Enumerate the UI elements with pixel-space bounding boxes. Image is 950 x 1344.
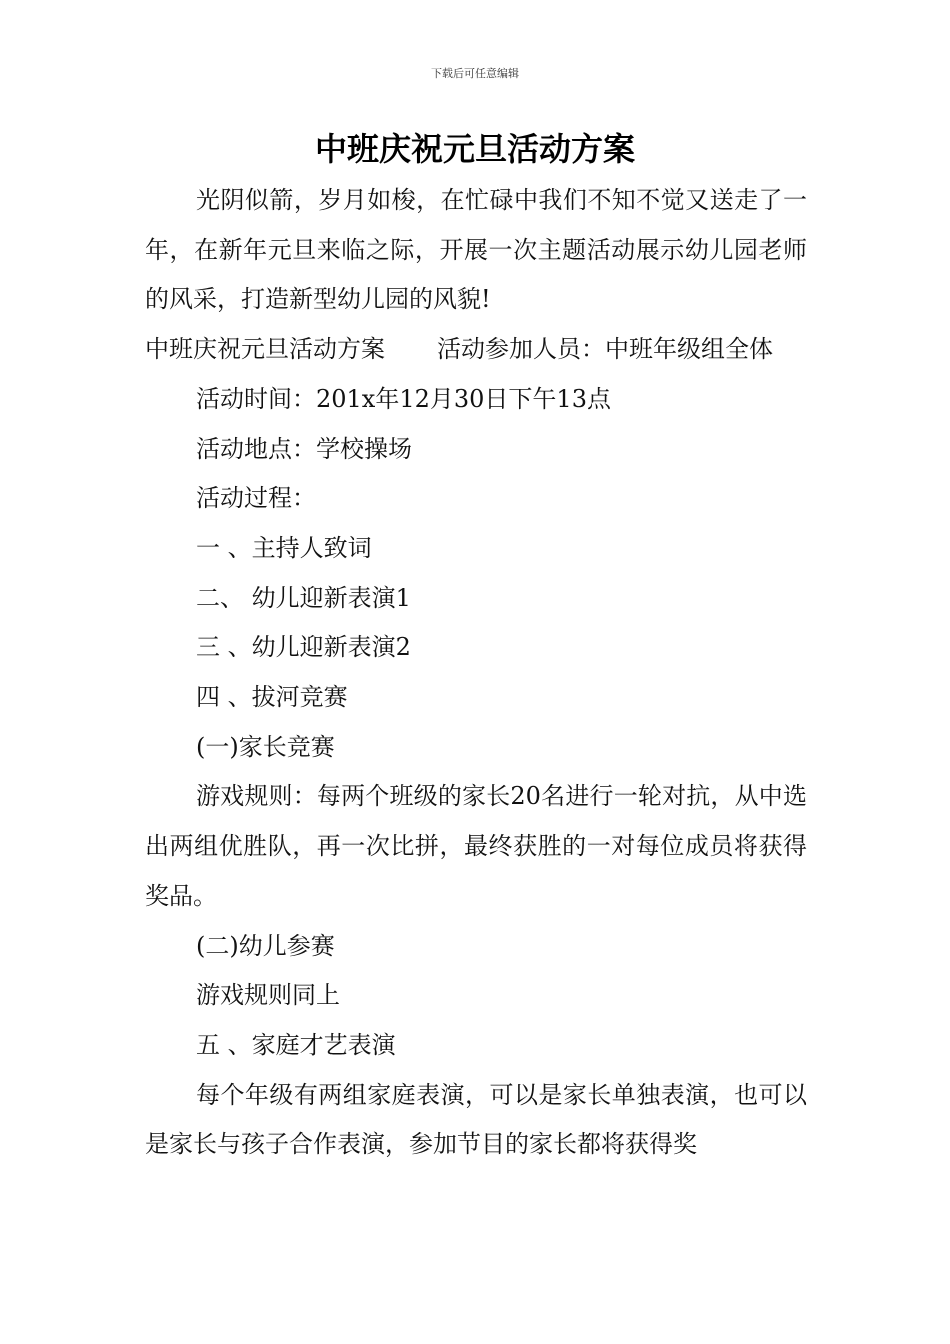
time-line: 活动时间：201x年12月30日下午13点 xyxy=(196,384,611,413)
list-item-2: 二、 幼儿迎新表演1 xyxy=(196,583,411,612)
process-heading: 活动过程： xyxy=(196,484,316,513)
sub-item-2: (二)幼儿参赛 xyxy=(196,931,335,960)
place-line: 活动地点：学校操场 xyxy=(196,434,412,463)
list-item-5: 五 、家庭才艺表演 xyxy=(196,1030,396,1059)
plan-title-text: 中班庆祝元旦活动方案 xyxy=(145,335,385,364)
header-note: 下载后可任意编辑 xyxy=(431,67,519,80)
sub-item-1: (一)家长竞赛 xyxy=(196,732,335,761)
list-item-3: 三 、幼儿迎新表演2 xyxy=(196,633,411,662)
intro-paragraph: 光阴似箭，岁月如梭，在忙碌中我们不知不觉又送走了一年，在新年元旦来临之际，开展一次主题活动展示幼儿园老师的风采，打造新型幼儿园的风貌! xyxy=(145,186,807,314)
page-title: 中班庆祝元旦活动方案 xyxy=(314,130,635,168)
list-item-4: 四 、拔河竞赛 xyxy=(196,683,348,712)
list-item-1: 一 、主持人致词 xyxy=(196,533,372,562)
item5-description: 每个年级有两组家庭表演，可以是家长单独表演，也可以是家长与孩子合作表演，参加节目的家长都将获得奖 xyxy=(145,1080,807,1159)
rule-paragraph-2: 游戏规则同上 xyxy=(196,981,340,1010)
participants-text: 活动参加人员：中班年级组全体 xyxy=(437,335,773,364)
plan-line xyxy=(145,325,807,375)
document-body xyxy=(145,176,807,1170)
rule-paragraph-1: 游戏规则：每两个班级的家长20名进行一轮对抗，从中选出两组优胜队，再一次比拼，最终获胜的一对每位成员将获得奖品。 xyxy=(145,782,807,910)
